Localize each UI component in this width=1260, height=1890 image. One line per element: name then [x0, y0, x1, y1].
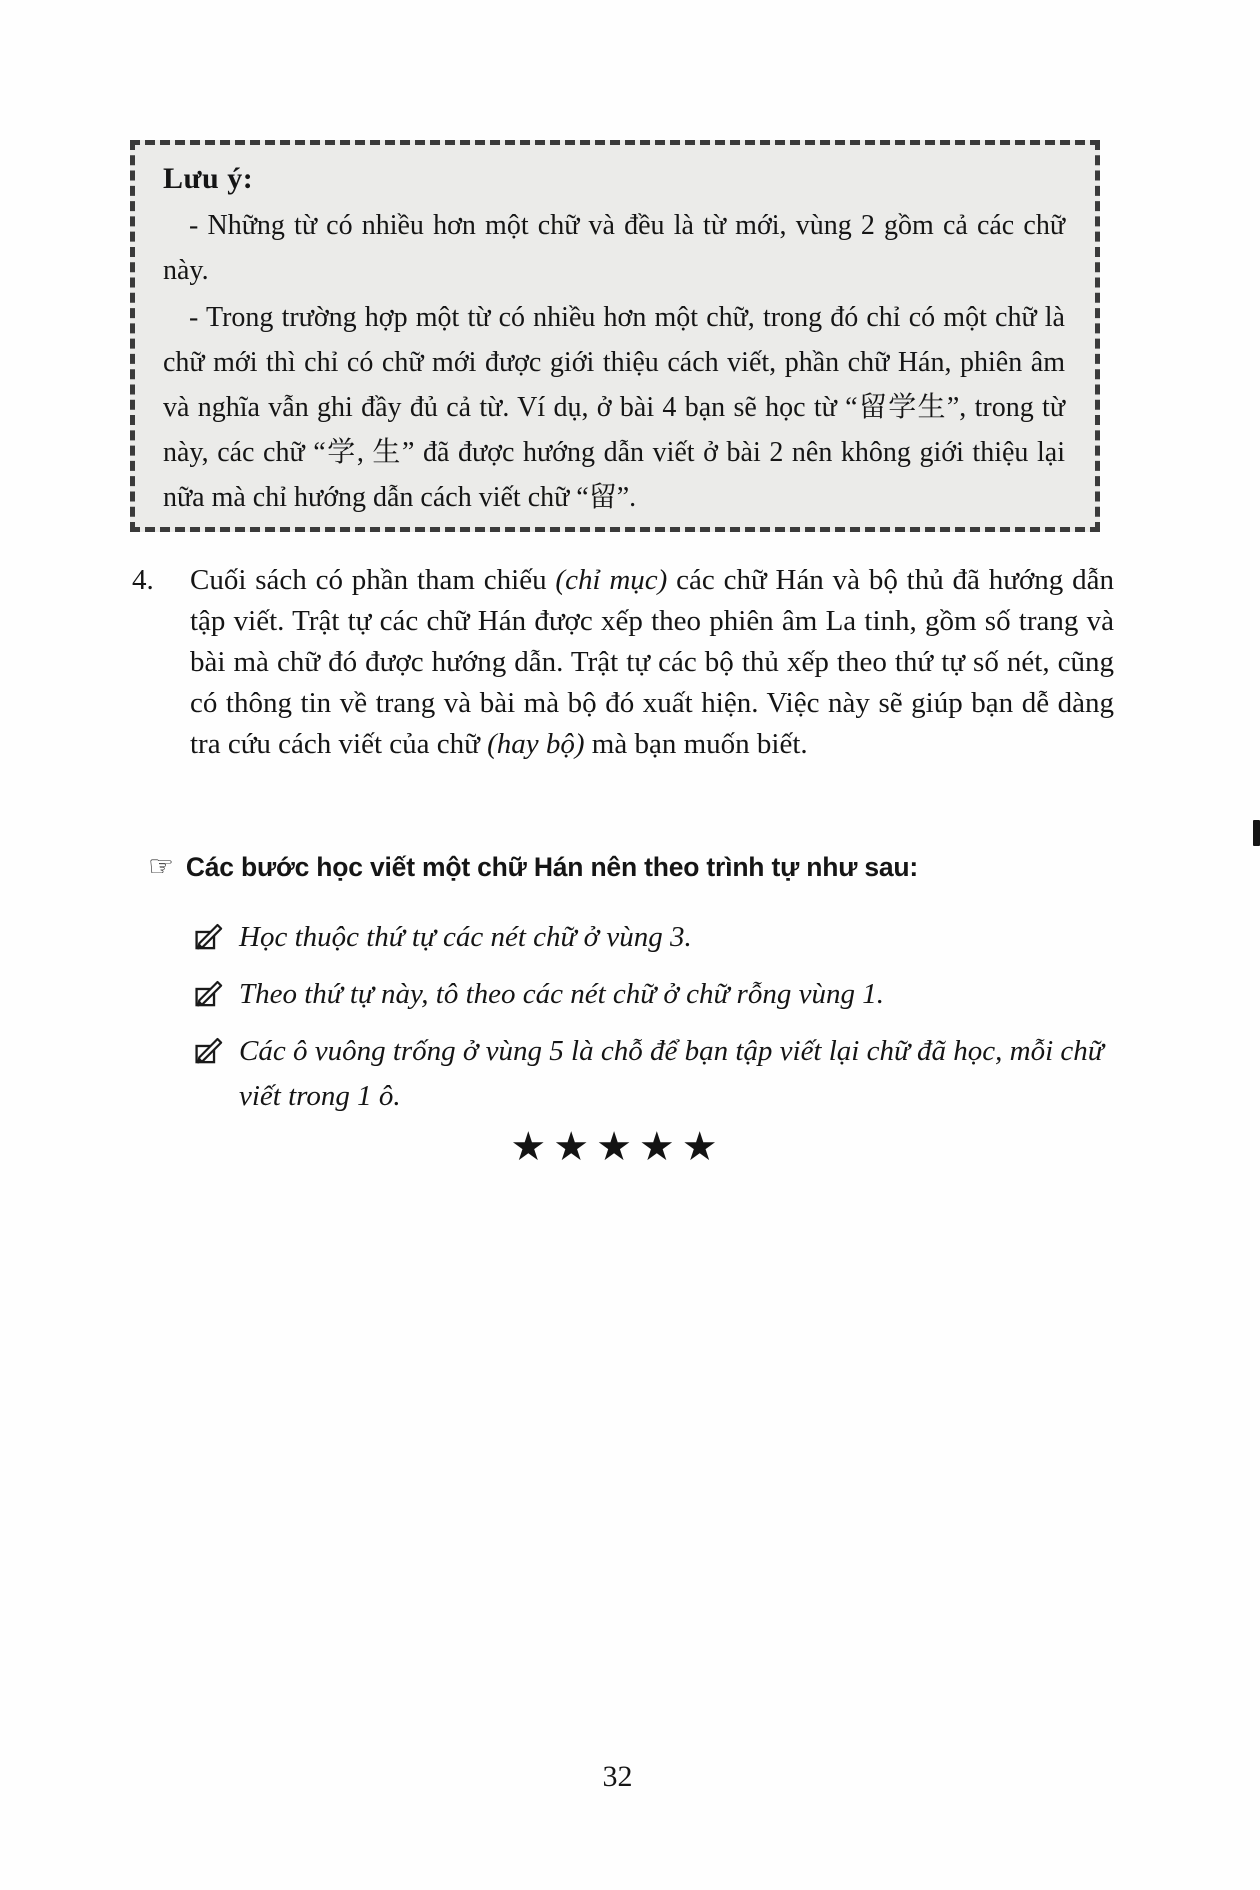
pointing-hand-icon: ☞ — [148, 849, 174, 883]
pencil-icon — [194, 921, 225, 952]
note-title: Lưu ý: — [163, 162, 254, 195]
steps-section — [132, 846, 1114, 1119]
step-text: Các ô vuông trống ở vùng 5 là chỗ để bạn tập viết lại chữ đã học, mỗi chữ viết trong 1 ô. — [239, 1035, 1104, 1112]
numbered-paragraph-4 — [132, 560, 1114, 765]
note-box — [130, 140, 1100, 532]
step-item — [194, 1029, 1114, 1119]
steps-heading — [132, 846, 1114, 887]
text-segment: các chữ Hán và bộ thủ đã hướng dẫn tập viết. Trật tự các chữ Hán được xếp theo phiên âm La tinh, gồm số trang và bài mà chữ đó được hướng dẫn. Trật tự các bộ thủ xếp theo thứ tự số nét, cũng có thông tin về trang và bài mà bộ đó xuất hiện. Việc này sẽ giúp bạn dễ dàng tra cứu cách viết của chữ — [190, 564, 1114, 760]
star-row: ★★★★★ — [510, 1124, 725, 1170]
pencil-icon — [194, 1035, 225, 1066]
step-text: Học thuộc thứ tự các nét chữ ở vùng 3. — [239, 921, 692, 953]
step-item — [194, 972, 1114, 1017]
italic-text-segment: (chỉ mục) — [555, 564, 668, 596]
note-paragraph: - Những từ có nhiều hơn một chữ và đều là từ mới, vùng 2 gồm cả các chữ này. — [163, 210, 1065, 286]
step-text: Theo thứ tự này, tô theo các nét chữ ở chữ rỗng vùng 1. — [239, 978, 884, 1010]
steps-heading-text: Các bước học viết một chữ Hán nên theo trình tự như sau: — [185, 852, 919, 882]
text-segment: mà bạn muốn biết. — [584, 728, 808, 760]
page-number: 32 — [602, 1760, 633, 1793]
pencil-icon — [194, 978, 225, 1009]
note-paragraph: - Trong trường hợp một từ có nhiều hơn một chữ, trong đó chỉ có một chữ là chữ mới thì chỉ có chữ mới được giới thiệu cách viết, phần chữ Hán, phiên âm và nghĩa vẫn ghi đầy đủ cả từ. Ví dụ, ở bài 4 bạn sẽ học từ “留学生”, trong từ này, các chữ “学, 生” đã được hướng dẫn viết ở bài 2 nên không giới thiệu lại nữa mà chỉ hướng dẫn cách viết chữ “留”. — [163, 302, 1065, 513]
text-segment: Cuối sách có phần tham chiếu — [190, 564, 556, 596]
italic-text-segment: (hay bộ) — [487, 728, 585, 760]
step-item — [194, 915, 1114, 960]
list-number: 4. — [132, 564, 154, 596]
paragraph-text — [190, 560, 1114, 765]
scan-artifact — [1253, 820, 1260, 846]
